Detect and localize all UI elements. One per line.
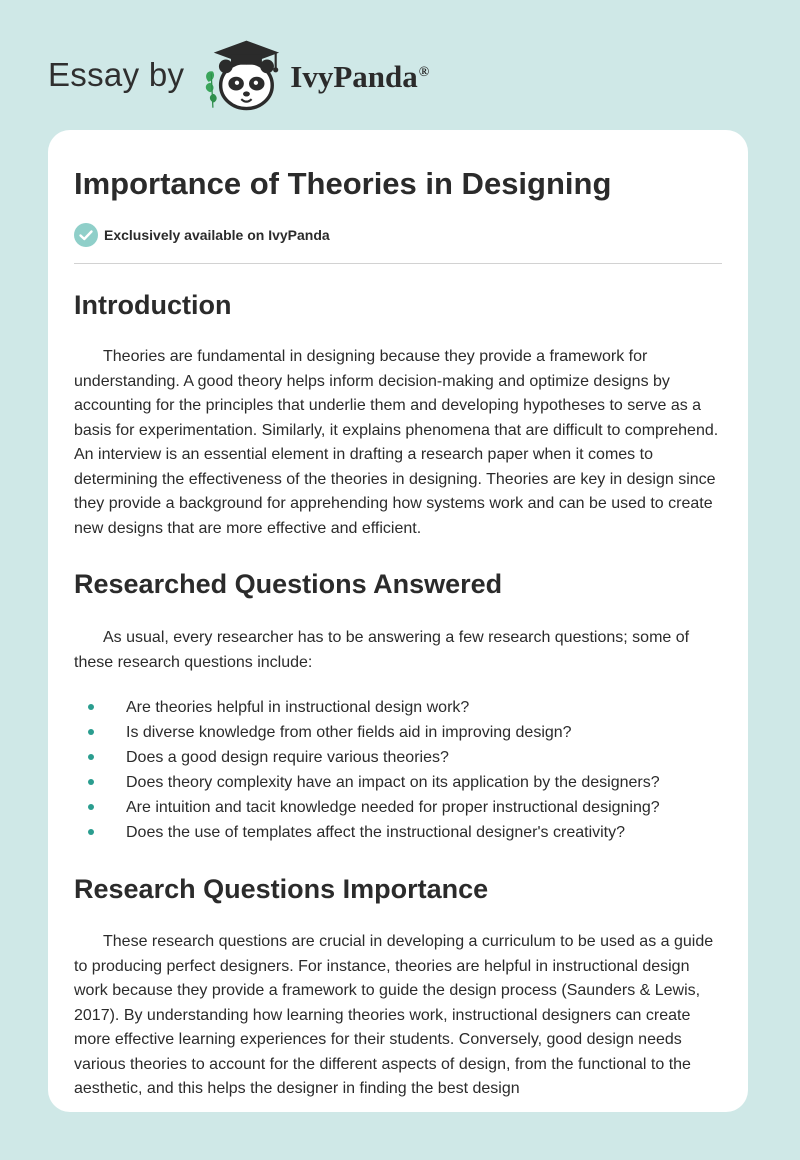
exclusive-badge-label: Exclusively available on IvyPanda <box>104 227 330 243</box>
section-research-questions-importance <box>74 872 722 1102</box>
dot-bullet-icon <box>88 779 94 785</box>
list-item-text: Are theories helpful in instructional design work? <box>126 699 470 716</box>
site-brand[interactable] <box>48 30 429 120</box>
section-paragraph: These research questions are crucial in developing a curriculum to be used as a guide to producing perfect designers. For instance, theories are helpful in instructional design work because they provide a framework to guide the design process (Saunders & Lewis, 2017). By understanding how learning theories work, instructional designers can create more effective learning experiences for their students. Conversely, good design needs various theories to account for the different aspects of design, from the functional to the aesthetic, and this helps the designer in finding the best design <box>74 933 714 1097</box>
section-introduction <box>74 288 722 541</box>
dot-bullet-icon <box>88 704 94 710</box>
exclusive-badge <box>74 222 722 248</box>
title-divider <box>74 263 722 264</box>
section-heading: Introduction <box>74 290 232 320</box>
list-item-text: Is diverse knowledge from other fields aid in improving design? <box>126 724 572 741</box>
list-item <box>74 795 722 820</box>
section-heading: Research Questions Importance <box>74 874 489 904</box>
list-item-text: Does theory complexity have an impact on its application by the designers? <box>126 774 660 791</box>
dot-bullet-icon <box>88 754 94 760</box>
list-item <box>74 695 722 720</box>
page-title: Importance of Theories in Designing <box>74 166 612 201</box>
check-circle-icon <box>74 223 98 247</box>
list-item <box>74 720 722 745</box>
list-item-text: Are intuition and tacit knowledge needed for proper instructional designing? <box>126 799 660 816</box>
section-paragraph: Theories are fundamental in designing because they provide a framework for understanding. A good theory helps inform decision-making and optimize designs by accounting for the principles that underlie them and developing hypotheses to serve as a basis for experimentation. Similarly, it explains phenomena that are difficult to comprehend. An interview is an essential element in drafting a research paper when it comes to determining the effectiveness of the theories in designing. Theories are key in design since they provide a background for apprehending how systems work and can be used to create new designs that are more effective and efficient. <box>74 348 719 537</box>
dot-bullet-icon <box>88 829 94 835</box>
section-researched-questions <box>74 567 722 845</box>
list-item-text: Does a good design require various theories? <box>126 749 449 766</box>
dot-bullet-icon <box>88 804 94 810</box>
list-item <box>74 745 722 770</box>
section-heading: Researched Questions Answered <box>74 569 503 599</box>
list-item-text: Does the use of templates affect the instructional designer's creativity? <box>126 824 626 841</box>
brand-name: IvyPanda® <box>290 59 430 94</box>
graduate-panda-logo-icon <box>200 32 286 118</box>
section-paragraph: As usual, every researcher has to be answering a few research questions; some of these research questions include: <box>74 629 690 671</box>
dot-bullet-icon <box>88 729 94 735</box>
brand-prefix: Essay by <box>48 56 185 93</box>
research-questions-list <box>74 695 722 845</box>
list-item <box>74 820 722 845</box>
list-item <box>74 770 722 795</box>
essay-card <box>48 130 748 1112</box>
